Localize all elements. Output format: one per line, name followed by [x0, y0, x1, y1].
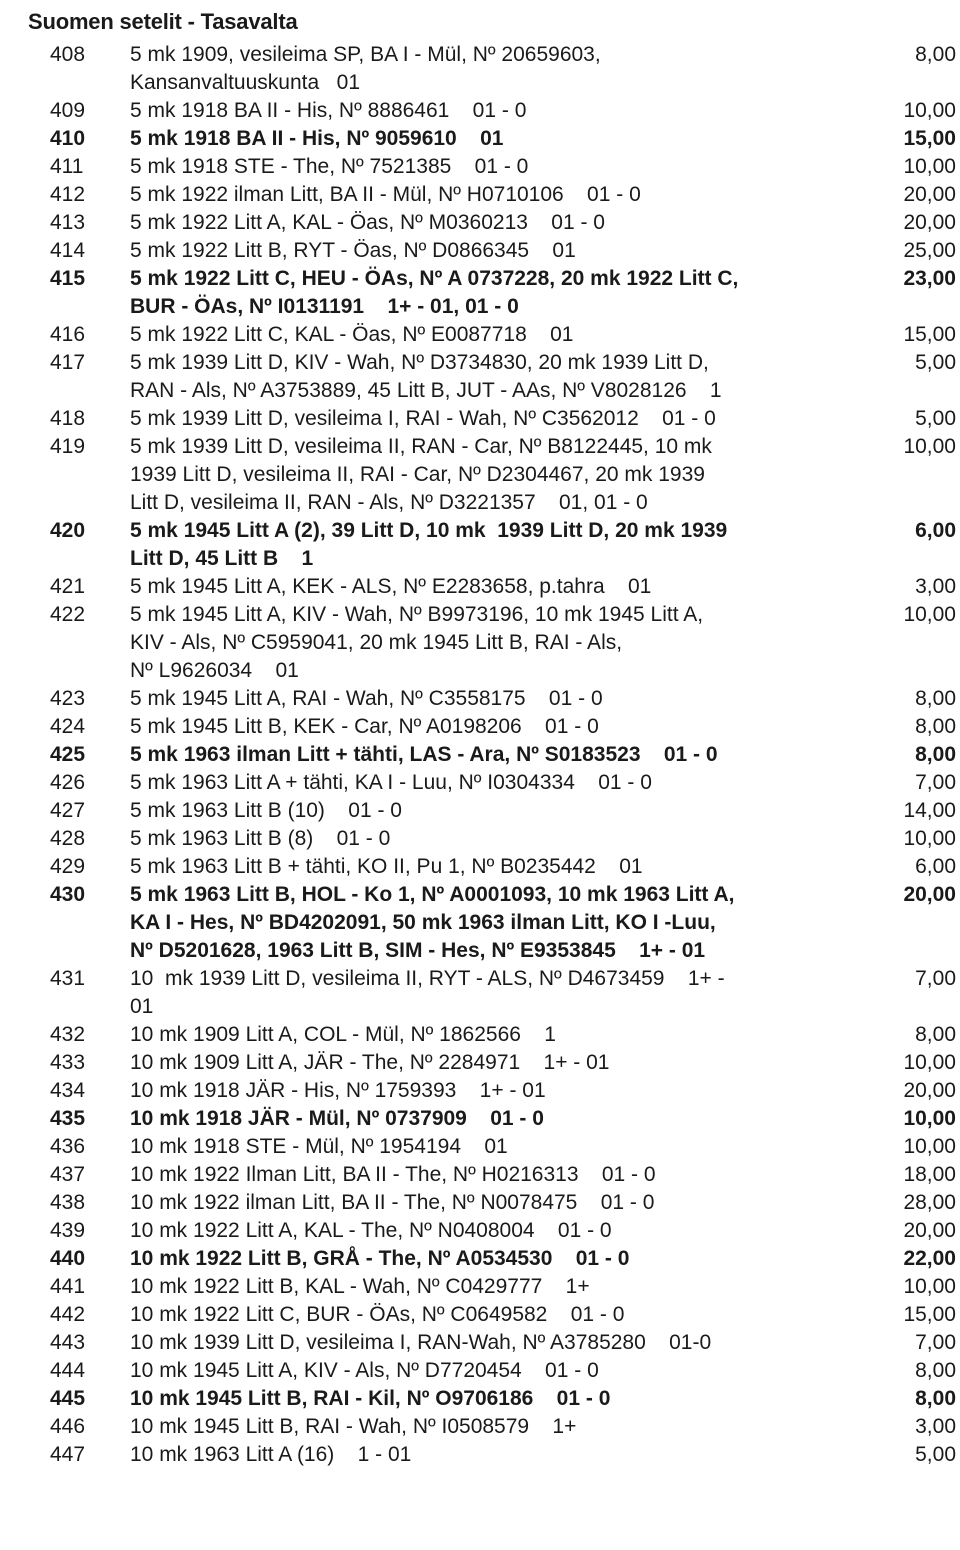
lot-description: [130, 97, 860, 125]
lot-entry: [0, 881, 960, 965]
lot-number: 424: [50, 715, 86, 738]
description-line: 5 mk 1909, vesileima SP, BA I - Mül, Nº 20659603,: [130, 43, 601, 66]
lot-description: [130, 1245, 860, 1273]
lot-price: 10,00: [903, 155, 956, 178]
description-line: 10 mk 1922 Ilman Litt, BA II - The, Nº H0216313 01 - 0: [130, 1163, 656, 1186]
lot-description: [130, 1217, 860, 1245]
description-line: Kansanvaltuuskunta 01: [130, 71, 360, 94]
lot-price: 8,00: [915, 43, 956, 66]
lot-price: 7,00: [915, 967, 956, 990]
lot-description: [130, 573, 860, 601]
lot-entry: [0, 405, 960, 433]
lot-price: 10,00: [903, 1107, 956, 1130]
lot-price: 5,00: [915, 351, 956, 374]
lot-entry: [0, 321, 960, 349]
lot-description: [130, 265, 860, 321]
lot-entry: [0, 965, 960, 1021]
description-line: Litt D, 45 Litt B 1: [130, 547, 314, 570]
lot-description: [130, 685, 860, 713]
lot-number: 440: [50, 1247, 86, 1270]
lot-price: 10,00: [903, 99, 956, 122]
description-line: 1939 Litt D, vesileima II, RAI - Car, Nº D2304467, 20 mk 1939: [130, 463, 705, 486]
lot-entry: [0, 1301, 960, 1329]
description-line: 10 mk 1922 Litt B, KAL - Wah, Nº C0429777 1+: [130, 1275, 590, 1298]
lot-entry: [0, 181, 960, 209]
lot-number: 421: [50, 575, 86, 598]
lot-entry: [0, 265, 960, 321]
description-line: 5 mk 1922 Litt B, RYT - Öas, Nº D0866345 01: [130, 239, 576, 262]
lot-entry: [0, 573, 960, 601]
description-line: 5 mk 1963 Litt B (8) 01 - 0: [130, 827, 391, 850]
lot-entry: [0, 1161, 960, 1189]
description-line: 5 mk 1945 Litt B, KEK - Car, Nº A0198206 01 - 0: [130, 715, 599, 738]
lot-number: 414: [50, 239, 86, 262]
lot-description: [130, 1189, 860, 1217]
lot-description: [130, 1329, 860, 1357]
lot-entry: [0, 1133, 960, 1161]
description-line: BUR - ÖAs, Nº I0131191 1+ - 01, 01 - 0: [130, 295, 519, 318]
lot-entry: [0, 125, 960, 153]
lot-description: [130, 713, 860, 741]
lot-entry: [0, 853, 960, 881]
lot-description: [130, 601, 860, 685]
description-line: KIV - Als, Nº C5959041, 20 mk 1945 Litt B, RAI - Als,: [130, 631, 623, 654]
lot-price: 8,00: [915, 715, 956, 738]
lot-price: 10,00: [903, 603, 956, 626]
lot-price: 3,00: [915, 1415, 956, 1438]
lot-description: [130, 405, 860, 433]
description-line: 01: [130, 995, 154, 1018]
description-line: Nº D5201628, 1963 Litt B, SIM - Hes, Nº E9353845 1+ - 01: [130, 939, 706, 962]
lot-entry: [0, 1441, 960, 1469]
lot-entry: [0, 97, 960, 125]
lot-entry: [0, 1357, 960, 1385]
lot-number: 434: [50, 1079, 86, 1102]
description-line: 5 mk 1945 Litt A, RAI - Wah, Nº C3558175 01 - 0: [130, 687, 603, 710]
lot-description: [130, 237, 860, 265]
description-line: Litt D, vesileima II, RAN - Als, Nº D3221357 01, 01 - 0: [130, 491, 648, 514]
lot-number: 412: [50, 183, 86, 206]
description-line: 5 mk 1945 Litt A, KEK - ALS, Nº E2283658, p.tahra 01: [130, 575, 652, 598]
lot-number: 422: [50, 603, 86, 626]
lot-price: 20,00: [903, 211, 956, 234]
lot-entry: [0, 601, 960, 685]
lot-price: 8,00: [915, 1387, 956, 1410]
lot-entry: [0, 349, 960, 405]
lot-number: 425: [50, 743, 86, 766]
lot-price: 22,00: [903, 1247, 956, 1270]
lot-description: [130, 1441, 860, 1469]
lot-entry: [0, 1049, 960, 1077]
description-line: 10 mk 1945 Litt B, RAI - Kil, Nº O9706186 01 - 0: [130, 1387, 611, 1410]
lot-description: [130, 209, 860, 237]
description-line: 5 mk 1963 ilman Litt + tähti, LAS - Ara, Nº S0183523 01 - 0: [130, 743, 718, 766]
description-line: 10 mk 1963 Litt A (16) 1 - 01: [130, 1443, 412, 1466]
lot-price: 10,00: [903, 435, 956, 458]
lot-entry: [0, 237, 960, 265]
lot-number: 423: [50, 687, 86, 710]
lot-description: [130, 1413, 860, 1441]
lot-description: [130, 965, 860, 1021]
lot-description: [130, 321, 860, 349]
lot-description: [130, 1161, 860, 1189]
lot-entry: [0, 825, 960, 853]
description-line: 10 mk 1922 Litt C, BUR - ÖAs, Nº C0649582 01 - 0: [130, 1303, 625, 1326]
lot-number: 435: [50, 1107, 86, 1130]
lot-price: 5,00: [915, 1443, 956, 1466]
lot-number: 413: [50, 211, 86, 234]
lot-price: 6,00: [915, 855, 956, 878]
description-line: RAN - Als, Nº A3753889, 45 Litt B, JUT - AAs, Nº V8028126 1: [130, 379, 722, 402]
lot-description: [130, 825, 860, 853]
description-line: 10 mk 1922 Litt A, KAL - The, Nº N0408004 01 - 0: [130, 1219, 612, 1242]
lot-number: 441: [50, 1275, 86, 1298]
lot-entry: [0, 1189, 960, 1217]
lot-entry: [0, 517, 960, 573]
description-line: 5 mk 1963 Litt B + tähti, KO II, Pu 1, Nº B0235442 01: [130, 855, 643, 878]
lot-description: [130, 517, 860, 573]
lot-entry: [0, 713, 960, 741]
lot-description: [130, 1049, 860, 1077]
lot-price: 10,00: [903, 1275, 956, 1298]
lot-number: 438: [50, 1191, 86, 1214]
lot-description: [130, 769, 860, 797]
lot-list: [0, 41, 960, 1469]
lot-entry: [0, 685, 960, 713]
lot-price: 14,00: [903, 799, 956, 822]
lot-description: [130, 797, 860, 825]
description-line: 5 mk 1922 ilman Litt, BA II - Mül, Nº H0710106 01 - 0: [130, 183, 641, 206]
description-line: 5 mk 1963 Litt B (10) 01 - 0: [130, 799, 402, 822]
lot-number: 431: [50, 967, 86, 990]
lot-number: 429: [50, 855, 86, 878]
description-line: 10 mk 1939 Litt D, vesileima II, RYT - ALS, Nº D4673459 1+ -: [130, 967, 725, 990]
lot-number: 420: [50, 519, 86, 542]
lot-number: 415: [50, 267, 86, 290]
lot-description: [130, 125, 860, 153]
description-line: Nº L9626034 01: [130, 659, 299, 682]
lot-description: [130, 1105, 860, 1133]
description-line: 10 mk 1918 JÄR - His, Nº 1759393 1+ - 01: [130, 1079, 546, 1102]
lot-number: 446: [50, 1415, 86, 1438]
lot-description: [130, 1273, 860, 1301]
description-line: 10 mk 1918 STE - Mül, Nº 1954194 01: [130, 1135, 508, 1158]
lot-description: [130, 1385, 860, 1413]
description-line: 10 mk 1909 Litt A, JÄR - The, Nº 2284971 1+ - 01: [130, 1051, 610, 1074]
lot-entry: [0, 1021, 960, 1049]
description-line: KA I - Hes, Nº BD4202091, 50 mk 1963 ilman Litt, KO I -Luu,: [130, 911, 716, 934]
lot-number: 410: [50, 127, 86, 150]
lot-price: 7,00: [915, 771, 956, 794]
lot-number: 426: [50, 771, 86, 794]
lot-entry: [0, 1273, 960, 1301]
description-line: 10 mk 1918 JÄR - Mül, Nº 0737909 01 - 0: [130, 1107, 544, 1130]
lot-entry: [0, 1245, 960, 1273]
lot-number: 445: [50, 1387, 86, 1410]
lot-description: [130, 1021, 860, 1049]
lot-price: 10,00: [903, 1135, 956, 1158]
description-line: 5 mk 1922 Litt C, HEU - ÖAs, Nº A 0737228, 20 mk 1922 Litt C,: [130, 267, 739, 290]
lot-number: 416: [50, 323, 86, 346]
lot-number: 443: [50, 1331, 86, 1354]
lot-price: 3,00: [915, 575, 956, 598]
lot-number: 408: [50, 43, 86, 66]
lot-price: 15,00: [903, 127, 956, 150]
lot-description: [130, 153, 860, 181]
lot-description: [130, 1357, 860, 1385]
lot-price: 20,00: [903, 1219, 956, 1242]
lot-description: [130, 1077, 860, 1105]
lot-price: 20,00: [903, 1079, 956, 1102]
lot-number: 419: [50, 435, 86, 458]
lot-price: 7,00: [915, 1331, 956, 1354]
lot-entry: [0, 1105, 960, 1133]
lot-entry: [0, 1217, 960, 1245]
lot-entry: [0, 1385, 960, 1413]
lot-number: 433: [50, 1051, 86, 1074]
lot-description: [130, 1301, 860, 1329]
lot-number: 436: [50, 1135, 86, 1158]
description-line: 5 mk 1945 Litt A (2), 39 Litt D, 10 mk 1939 Litt D, 20 mk 1939: [130, 519, 728, 542]
lot-description: [130, 349, 860, 405]
lot-number: 442: [50, 1303, 86, 1326]
description-line: 5 mk 1918 STE - The, Nº 7521385 01 - 0: [130, 155, 529, 178]
lot-entry: [0, 153, 960, 181]
lot-description: [130, 741, 860, 769]
lot-entry: [0, 209, 960, 237]
lot-price: 8,00: [915, 743, 956, 766]
lot-price: 8,00: [915, 687, 956, 710]
description-line: 10 mk 1922 ilman Litt, BA II - The, Nº N0078475 01 - 0: [130, 1191, 655, 1214]
description-line: 5 mk 1939 Litt D, vesileima I, RAI - Wah, Nº C3562012 01 - 0: [130, 407, 716, 430]
lot-price: 23,00: [903, 267, 956, 290]
description-line: 5 mk 1963 Litt A + tähti, KA I - Luu, Nº I0304334 01 - 0: [130, 771, 652, 794]
lot-price: 20,00: [903, 883, 956, 906]
lot-price: 18,00: [903, 1163, 956, 1186]
lot-number: 432: [50, 1023, 86, 1046]
lot-price: 25,00: [903, 239, 956, 262]
description-line: 5 mk 1963 Litt B, HOL - Ko 1, Nº A0001093, 10 mk 1963 Litt A,: [130, 883, 735, 906]
lot-price: 8,00: [915, 1023, 956, 1046]
lot-number: 427: [50, 799, 86, 822]
description-line: 5 mk 1922 Litt C, KAL - Öas, Nº E0087718 01: [130, 323, 574, 346]
lot-description: [130, 853, 860, 881]
lot-price: 8,00: [915, 1359, 956, 1382]
lot-entry: [0, 1413, 960, 1441]
lot-entry: [0, 741, 960, 769]
lot-price: 6,00: [915, 519, 956, 542]
description-line: 10 mk 1939 Litt D, vesileima I, RAN-Wah, Nº A3785280 01-0: [130, 1331, 712, 1354]
lot-number: 418: [50, 407, 86, 430]
description-line: 10 mk 1909 Litt A, COL - Mül, Nº 1862566 1: [130, 1023, 556, 1046]
lot-price: 10,00: [903, 827, 956, 850]
lot-description: [130, 181, 860, 209]
lot-price: 15,00: [903, 323, 956, 346]
lot-description: [130, 433, 860, 517]
lot-price: 20,00: [903, 183, 956, 206]
lot-number: 430: [50, 883, 86, 906]
lot-entry: [0, 769, 960, 797]
lot-price: 5,00: [915, 407, 956, 430]
lot-number: 428: [50, 827, 86, 850]
description-line: 5 mk 1939 Litt D, vesileima II, RAN - Car, Nº B8122445, 10 mk: [130, 435, 712, 458]
description-line: 10 mk 1945 Litt A, KIV - Als, Nº D7720454 01 - 0: [130, 1359, 599, 1382]
description-line: 5 mk 1918 BA II - His, Nº 8886461 01 - 0: [130, 99, 527, 122]
lot-number: 437: [50, 1163, 86, 1186]
lot-number: 417: [50, 351, 86, 374]
lot-entry: [0, 797, 960, 825]
lot-entry: [0, 1329, 960, 1357]
description-line: 10 mk 1922 Litt B, GRÅ - The, Nº A0534530 01 - 0: [130, 1247, 630, 1270]
lot-entry: [0, 41, 960, 97]
description-line: 10 mk 1945 Litt B, RAI - Wah, Nº I0508579 1+: [130, 1415, 577, 1438]
page-title: Suomen setelit - Tasavalta: [28, 9, 298, 34]
lot-price: 15,00: [903, 1303, 956, 1326]
lot-description: [130, 1133, 860, 1161]
description-line: 5 mk 1939 Litt D, KIV - Wah, Nº D3734830, 20 mk 1939 Litt D,: [130, 351, 709, 374]
lot-description: [130, 41, 860, 97]
description-line: 5 mk 1945 Litt A, KIV - Wah, Nº B9973196, 10 mk 1945 Litt A,: [130, 603, 704, 626]
description-line: 5 mk 1922 Litt A, KAL - Öas, Nº M0360213 01 - 0: [130, 211, 605, 234]
lot-entry: [0, 1077, 960, 1105]
lot-number: 409: [50, 99, 86, 122]
lot-number: 447: [50, 1443, 86, 1466]
lot-number: 439: [50, 1219, 86, 1242]
lot-price: 10,00: [903, 1051, 956, 1074]
lot-number: 411: [50, 155, 84, 178]
description-line: 5 mk 1918 BA II - His, Nº 9059610 01: [130, 127, 504, 150]
lot-entry: [0, 433, 960, 517]
lot-price: 28,00: [903, 1191, 956, 1214]
lot-description: [130, 881, 860, 965]
lot-number: 444: [50, 1359, 86, 1382]
